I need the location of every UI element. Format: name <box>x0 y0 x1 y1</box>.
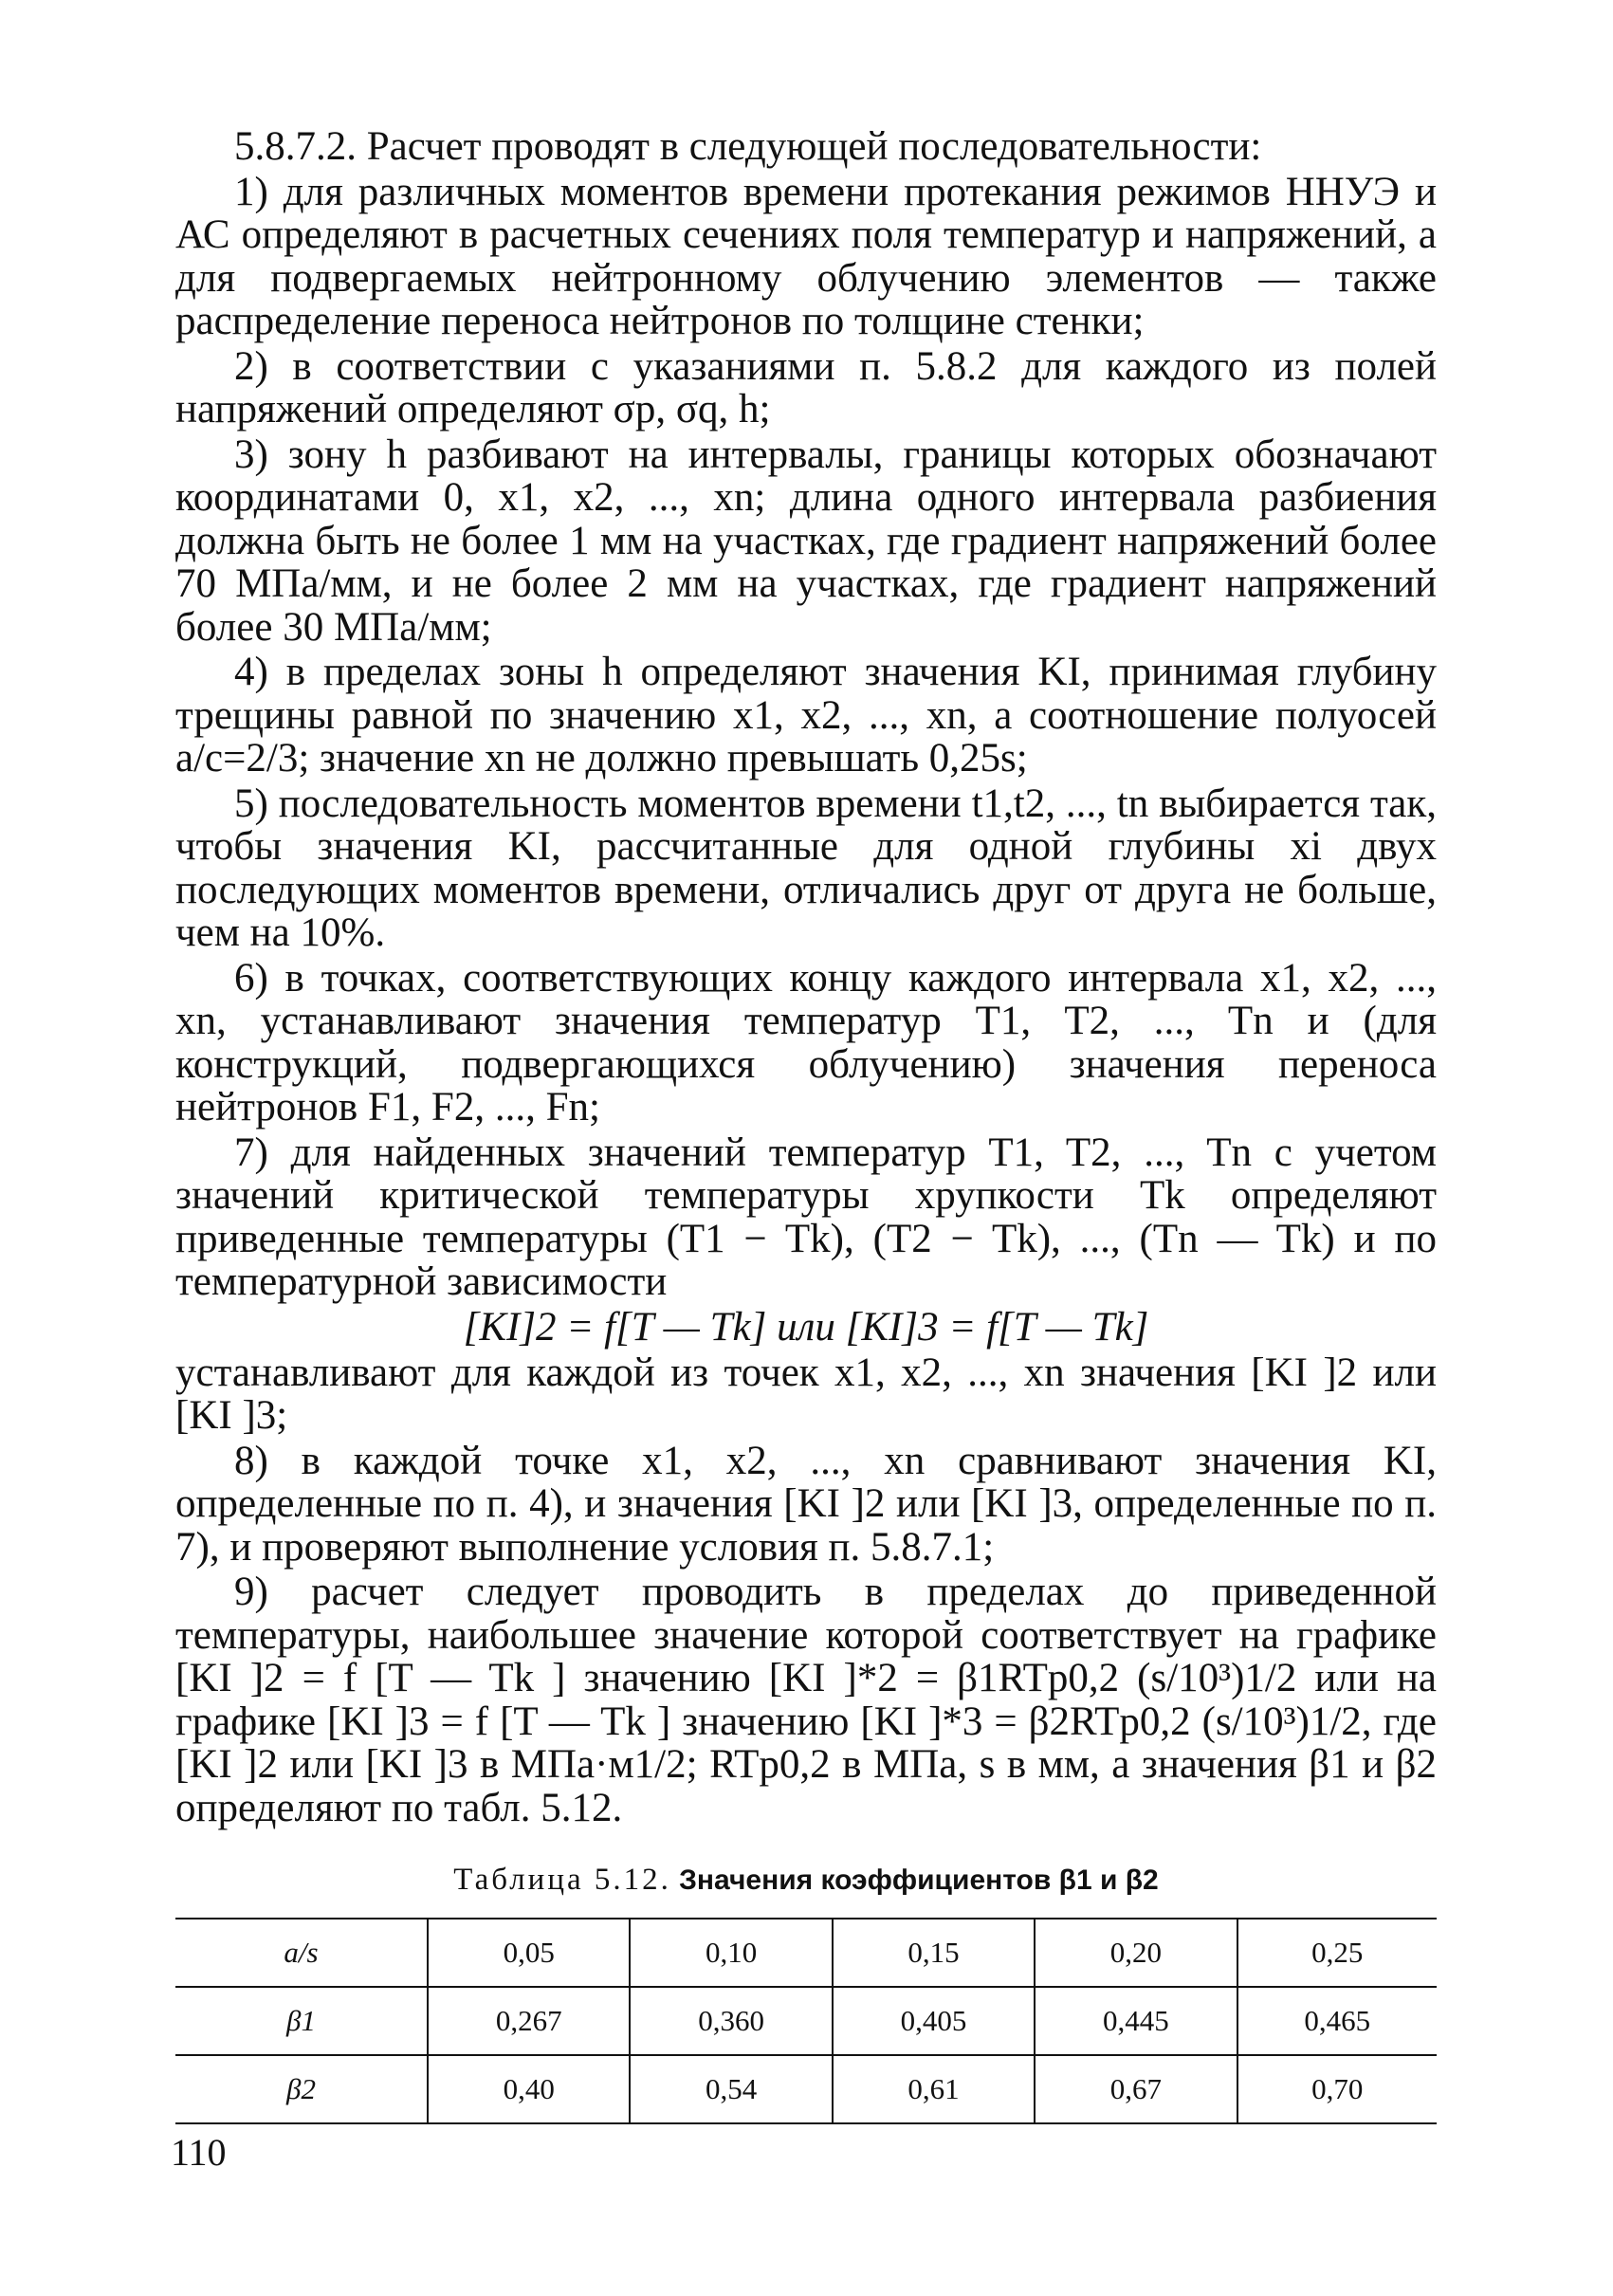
step-4: 4) в пределах зоны h определяют значения KI, принимая глубину трещины равной по значению x1, x2, ..., xn, а соотношение полуосей a/c=2/3; значение xn не должно превышать 0,25s; <box>175 650 1437 781</box>
page-number: 110 <box>171 2131 227 2174</box>
step-1: 1) для различных моментов времени протекания режимов ННУЭ и АС определяют в расчетных сечениях поля температур и напряжений, а для подвергаемых нейтронному облучению элементов — также распределение переноса нейтронов по толщине стенки; <box>175 169 1437 343</box>
table-row <box>175 1987 1437 2055</box>
step-8: 8) в каждой точке x1, x2, ..., xn сравнивают значения KI, определенные по п. 4), и значения [KI ]2 или [KI ]3, определенные по п. 7), и проверяют выполнение условия п. 5.8.7.1; <box>175 1438 1437 1570</box>
table-header-cell: 0,10 <box>630 1919 832 1987</box>
table-cell: 0,40 <box>428 2055 630 2123</box>
step-6: 6) в точках, соответствующих концу каждого интервала x1, x2, ..., xn, устанавливают значения температур T1, T2, ..., Tn и (для конструкций, подвергающихся облучению) значения переноса нейтронов F1, F2, ..., Fn; <box>175 955 1437 1130</box>
table-cell: 0,465 <box>1237 1987 1437 2055</box>
step-7-continuation: устанавливают для каждой из точек x1, x2, ..., xn значения [KI ]2 или [KI ]3; <box>175 1350 1437 1438</box>
table-header-cell: a/s <box>284 1936 319 1969</box>
table-header-row <box>175 1919 1437 1987</box>
body-text <box>175 125 1437 1831</box>
paragraph-5-8-7-2: 5.8.7.2. Расчет проводят в следующей последовательности: <box>234 124 1262 169</box>
step-3: 3) зону h разбивают на интервалы, границы которых обозначают координатами 0, x1, x2, ..., xn; длина одного интервала разбиения должна быть не более 1 мм на участках, где градиент напряжений более 70 МПа/мм, и не более 2 мм на участках, где градиент напряжений более 30 МПа/мм; <box>175 432 1437 650</box>
step-7: 7) для найденных значений температур T1, T2, ..., Tn с учетом значений критической температуры хрупкости Tk определяют приведенные температуры (T1 − Tk), (T2 − Tk), ..., (Tn — Tk) и по температурной зависимости <box>175 1130 1437 1304</box>
table-caption <box>175 1861 1437 1900</box>
table-cell: 0,445 <box>1035 1987 1237 2055</box>
table-cell: 0,54 <box>630 2055 832 2123</box>
coefficients-table <box>175 1918 1437 2124</box>
table-header-cell: 0,05 <box>428 1919 630 1987</box>
table-cell: β2 <box>286 2072 316 2105</box>
table-caption-title: Значения коэффициентов β1 и β2 <box>679 1864 1159 1896</box>
table-header-cell: 0,25 <box>1237 1919 1437 1987</box>
temperature-dependence-formula: [KI]2 = f[T — Tk] или [KI]3 = f[T — Tk] <box>463 1304 1149 1350</box>
table-cell: 0,267 <box>428 1987 630 2055</box>
table-cell: 0,67 <box>1035 2055 1237 2123</box>
table-cell: 0,61 <box>833 2055 1035 2123</box>
table-cell: 0,405 <box>833 1987 1035 2055</box>
table-header-cell: 0,15 <box>833 1919 1035 1987</box>
step-5: 5) последовательность моментов времени t1,t2, ..., tn выбирается так, чтобы значения KI, рассчитанные для одной глубины xi двух последующих моментов времени, отличались друг от друга не больше, чем на 10%. <box>175 781 1437 955</box>
table-cell: 0,70 <box>1237 2055 1437 2123</box>
table-cell: 0,360 <box>630 1987 832 2055</box>
table-row <box>175 2055 1437 2123</box>
table-header-cell: 0,20 <box>1035 1919 1237 1987</box>
step-9: 9) расчет следует проводить в пределах до приведенной температуры, наибольшее значение которой соответствует на графике [KI ]2 = f [T — Tk ] значению [KI ]*2 = β1RTp0,2 (s/10³)1/2 или на графике [KI ]3 = f [T — Tk ] значению [KI ]*3 = β2RTp0,2 (s/10³)1/2, где [KI ]2 или [KI ]3 в МПа·м1/2; RTp0,2 в МПа, s в мм, а значения β1 и β2 определяют по табл. 5.12. <box>175 1570 1437 1830</box>
step-2: 2) в соответствии с указаниями п. 5.8.2 для каждого из полей напряжений определяют σp, σq, h; <box>175 343 1437 432</box>
table-caption-prefix: Таблица 5.12. <box>453 1863 671 1897</box>
table-cell: β1 <box>286 2004 316 2037</box>
